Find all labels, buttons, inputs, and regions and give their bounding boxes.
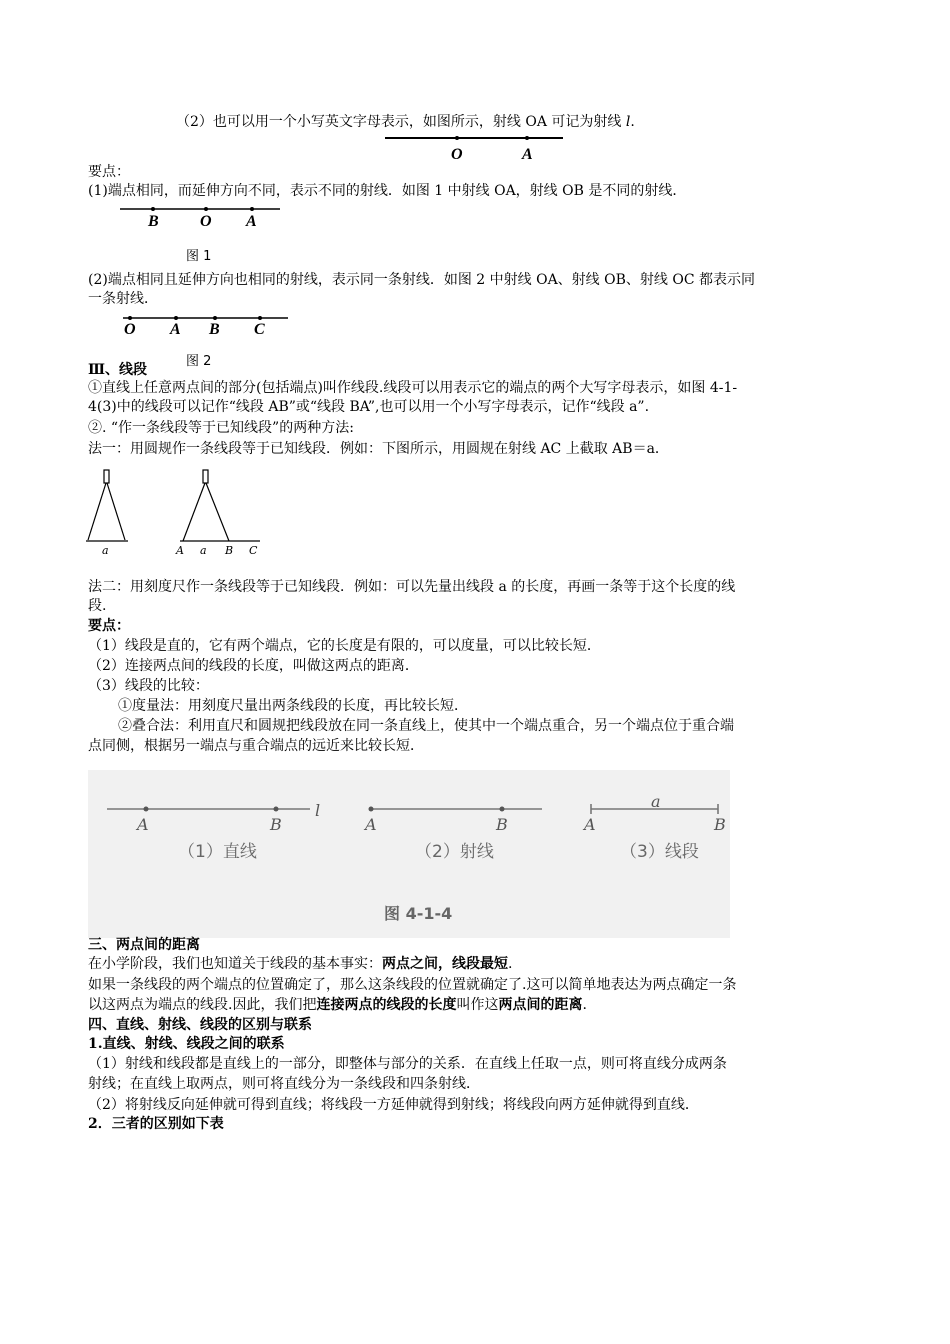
fig2-label-a: A xyxy=(170,321,181,338)
distance-p1-bold: 两点之间，线段最短 xyxy=(382,956,508,972)
keypoints-title: 要点： xyxy=(88,164,130,180)
fig2-label-b: B xyxy=(209,321,220,338)
compass-label-a: a xyxy=(200,544,207,557)
method-2-line2: 段. xyxy=(88,598,107,614)
distance-p1 xyxy=(88,955,512,974)
section-3-title: Ⅲ、线段 xyxy=(88,362,148,378)
intro-text: （2）也可以用一个小写英文字母表示，如图所示，射线 OA 可记为射线 xyxy=(176,114,622,130)
fig414-line-A: A xyxy=(137,815,149,834)
segment-def-line1: ①直线上任意两点间的部分(包括端点)叫作线段.线段可以用表示它的端点的两个大写字母表示，如图 4-1- xyxy=(88,380,738,396)
fig1-label-b: B xyxy=(148,213,159,230)
compass-label-C: C xyxy=(249,544,258,557)
fig1-label-a: A xyxy=(246,213,257,230)
fig414-ray-A: A xyxy=(365,815,377,834)
fig414-ray-B: B xyxy=(496,815,508,834)
point-1: (1)端点相同，而延伸方向不同，表示不同的射线．如图 1 中射线 OA，射线 OB 是不同的射线． xyxy=(88,183,687,199)
keypoint-1: （1）线段是直的，它有两个端点，它的长度是有限的，可以度量，可以比较长短． xyxy=(88,638,601,654)
fig1-label-o: O xyxy=(200,213,212,230)
keypoint-3: （3）线段的比较： xyxy=(88,678,209,694)
distance-p2-text1: 以这两点为端点的线段.因此，我们把 xyxy=(88,997,317,1013)
fig1-caption: 图 1 xyxy=(186,249,212,264)
distance-p2-text2: 叫作这 xyxy=(456,997,499,1013)
relation-1-line2: 射线；在直线上取两点，则可将直线分为一条线段和四条射线． xyxy=(88,1076,480,1092)
fig2-label-c: C xyxy=(254,321,265,338)
fig414-line-B: B xyxy=(270,815,282,834)
point-2-line1: (2)端点相同且延伸方向也相同的射线，表示同一条射线．如图 2 中射线 OA、射线 OB、射线 OC 都表示同 xyxy=(88,272,755,288)
fig414-line-l: l xyxy=(315,801,321,820)
fig414-seg-A: A xyxy=(584,815,596,834)
section-4-2-title: 2．三者的区别如下表 xyxy=(88,1116,224,1132)
compass-label-B: B xyxy=(225,544,234,557)
ray-letter-l: l xyxy=(625,114,631,130)
segment-methods-intro: ②. “作一条线段等于已知线段”的两种方法: xyxy=(88,420,354,436)
intro-end: . xyxy=(630,114,635,130)
keypoint-3b-line2: 点同侧，根据另一端点与重合端点的远近来比较长短． xyxy=(88,738,424,754)
fig2-caption: 图 2 xyxy=(186,354,212,369)
section-4-title: 四、直线、射线、线段的区别与联系 xyxy=(88,1017,312,1033)
method-1: 法一：用圆规作一条线段等于已知线段．例如：下图所示，用圆规在射线 AC 上截取 AB＝a． xyxy=(88,441,669,457)
fig414-title: 图 4-1-4 xyxy=(384,904,453,923)
fig414-seg-a: a xyxy=(651,792,661,811)
section-4-1-title: 1.直线、射线、线段之间的联系 xyxy=(88,1036,285,1052)
distance-p2-line1: 如果一条线段的两个端点的位置确定了，那么这条线段的位置就确定了.这可以简单地表达为两点确定一条 xyxy=(88,977,737,993)
compass-label-A: A xyxy=(176,544,184,557)
figure-ray-oa xyxy=(385,136,563,140)
compass-label-a-left: a xyxy=(102,544,109,557)
distance-p1-text: 在小学阶段，我们也知道关于线段的基本事实： xyxy=(88,956,382,972)
label-o-top: O xyxy=(451,146,463,163)
distance-p2-end: . xyxy=(582,997,587,1013)
keypoints-2-title: 要点： xyxy=(88,618,130,634)
relation-1-line1: （1）射线和线段都是直线上的一部分，即整体与部分的关系．在直线上任取一点，则可将直线分成两条 xyxy=(88,1056,727,1072)
fig414-line-caption: （1）直线 xyxy=(178,842,257,862)
distance-p1-end: . xyxy=(508,956,513,972)
keypoint-3b-line1: ②叠合法：利用直尺和圆规把线段放在同一条直线上，使其中一个端点重合，另一个端点位于重合端 xyxy=(118,718,734,734)
segment-def-line2: 4(3)中的线段可以记作“线段 AB”或“线段 BA”,也可以用一个小写字母表示，记作“线段 a”. xyxy=(88,399,650,415)
keypoint-2: （2）连接两点间的线段的长度，叫做这两点的距离． xyxy=(88,658,419,674)
keypoint-3a: ①度量法：用刻度尺量出两条线段的长度，再比较长短． xyxy=(118,698,468,714)
fig2-label-o: O xyxy=(124,321,136,338)
fig414-seg-B: B xyxy=(714,815,726,834)
compass-figure xyxy=(86,470,260,541)
distance-p2-line2 xyxy=(88,996,587,1015)
point-2-line2: 一条射线． xyxy=(88,291,158,307)
label-a-top: A xyxy=(522,146,533,163)
fig414-seg-caption: （3）线段 xyxy=(620,842,699,862)
figure-1 xyxy=(120,207,280,211)
distance-p2-bold2: 两点间的距离 xyxy=(498,997,583,1013)
distance-p2-bold1: 连接两点的线段的长度 xyxy=(316,997,457,1013)
distance-section-title: 三、两点间的距离 xyxy=(88,937,200,953)
method-2-line1: 法二：用刻度尺作一条线段等于已知线段．例如：可以先量出线段 a 的长度，再画一条等于这个长度的线 xyxy=(88,579,736,595)
relation-2: （2）将射线反向延伸就可得到直线；将线段一方延伸就得到射线；将线段向两方延伸就得到直线． xyxy=(88,1097,699,1113)
fig414-ray-caption: （2）射线 xyxy=(415,842,494,862)
